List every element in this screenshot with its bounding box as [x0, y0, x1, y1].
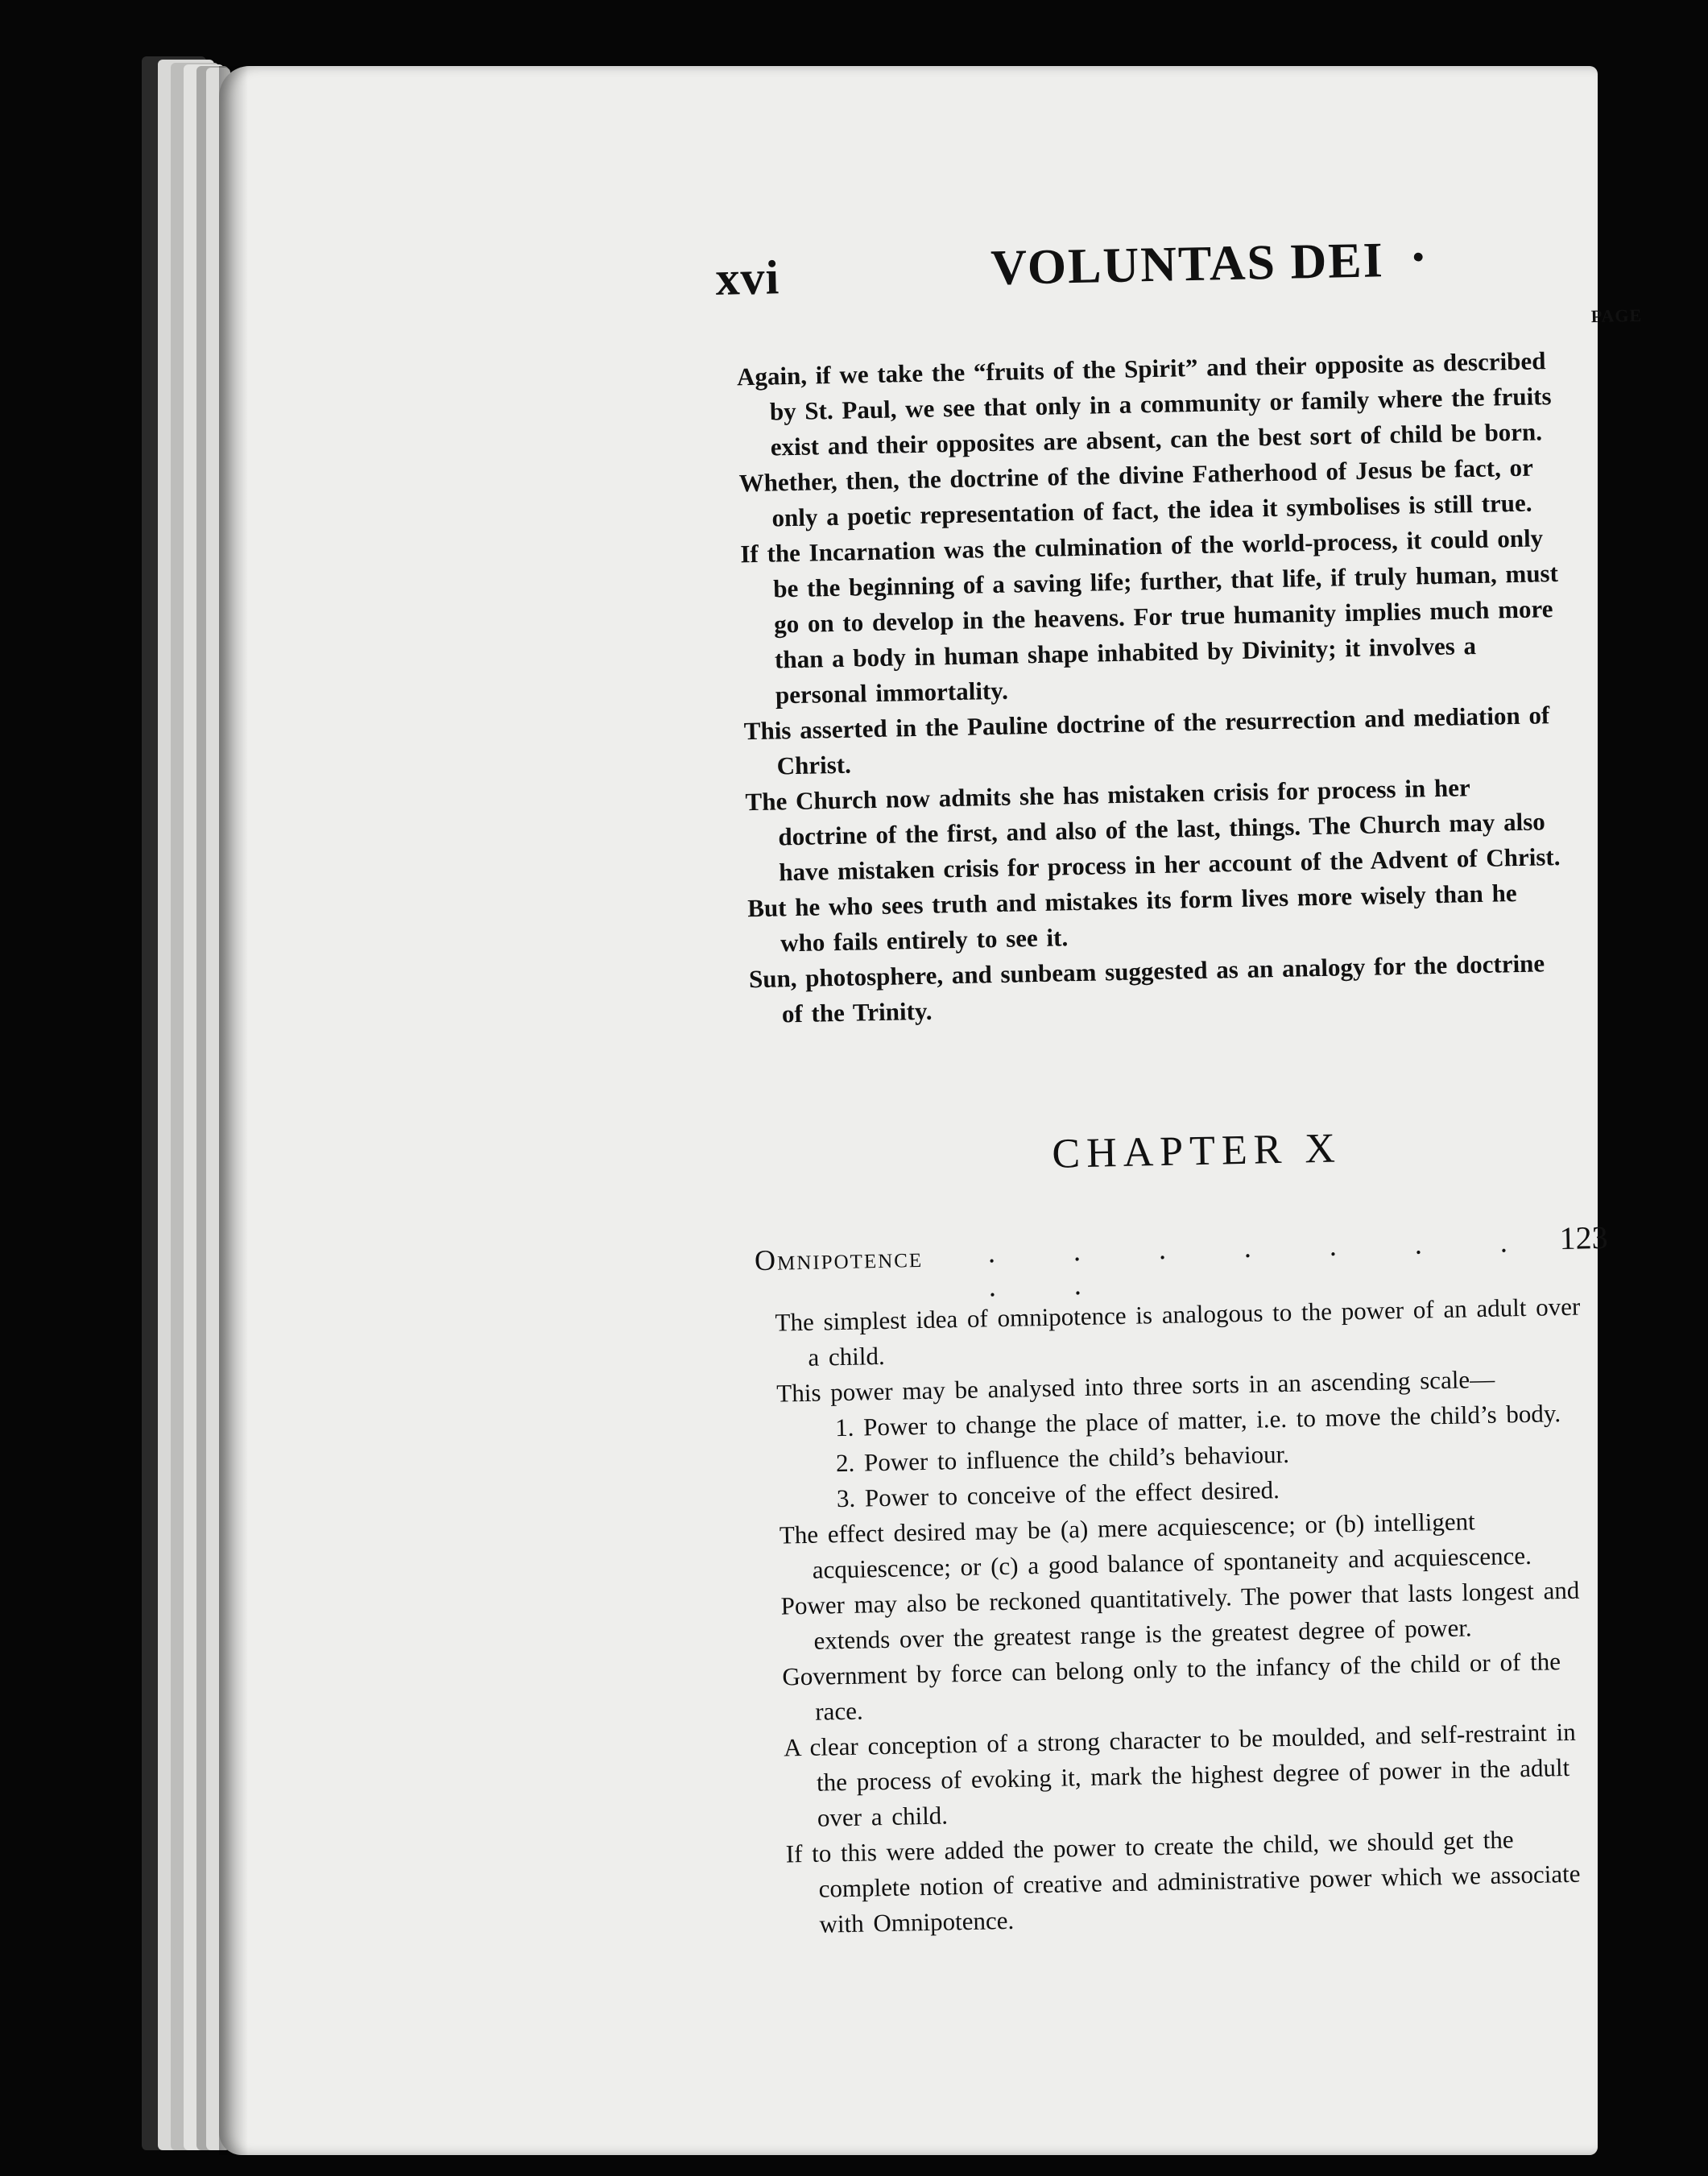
toc-entry-title: Omnipotence [754, 1240, 924, 1277]
summary-paragraph: Power may also be reckoned quantitatively. The power that lasts longest and extends over the greatest range is the greatest degree of power. [780, 1575, 1580, 1655]
toc-page-number: 123 [1559, 1218, 1609, 1257]
page-content [509, 155, 1708, 2175]
summary-paragraph: This asserted in the Pauline doctrine of the resurrection and mediation of Christ. [743, 701, 1550, 780]
summary-list-item: 2. Power to influence the child’s behaviour. [835, 1439, 1290, 1478]
summary-paragraph: Sun, photosphere, and sunbeam suggested as an analogy for the doctrine of the Trinity. [748, 949, 1545, 1028]
page-number: xvi [714, 250, 780, 305]
summary-section-chapter-x [775, 1289, 1601, 1942]
summary-paragraph: Whether, then, the doctrine of the divine Fatherhood of Jesus be fact, or only a poetic representation of fact, the idea it symbolises is still true. [738, 453, 1533, 532]
summary-paragraph: The simplest idea of omnipotence is analogous to the power of an adult over a child. [775, 1292, 1581, 1371]
book-page [219, 66, 1643, 2155]
chapter-heading: CHAPTER X [1051, 1125, 1342, 1177]
summary-paragraph: This power may be analysed into three sorts in an ascending scale— [775, 1364, 1495, 1408]
summary-paragraph: A clear conception of a strong character to be moulded, and self-restraint in the process of evoking it, mark the highest degree of power in the adult over a child. [783, 1717, 1576, 1832]
summary-paragraph: The Church now admits she has mistaken crisis for process in her doctrine of the first, and also of the last, things. The Church may also have mistaken crisis for process in her account of the Advent of Christ. [745, 773, 1561, 887]
summary-list-item: 1. Power to change the place of matter, i.e. to move the child’s body. [834, 1399, 1561, 1442]
summary-paragraph: Government by force can belong only to the infancy of the child or of the race. [782, 1647, 1561, 1726]
summary-paragraph: The effect desired may be (a) mere acquiescence; or (b) intelligent acquiescence; or (c) a good balance of spontaneity and acquiescence. [779, 1507, 1532, 1584]
toc-entry [754, 1218, 1616, 1303]
summary-paragraph: If to this were added the power to create the child, we should get the complete notion of creative and administrative power which we associate with Omnipotence. [785, 1825, 1581, 1938]
toc-leader-dots: . . . . . . . . . [987, 1225, 1544, 1303]
header-mark: • [1412, 238, 1425, 275]
summary-paragraph: If the Incarnation was the culmination of the world-process, it could only be the beginning of a saving life; further, that life, if truly human, must go on to develop in the heavens. For true humanity implies much more than a body in human shape inhabited by Divinity; it involves a personal immortality. [740, 523, 1559, 709]
summary-section-previous [737, 343, 1572, 1032]
page-column-label: PAGE [1590, 304, 1643, 327]
summary-paragraph: Again, if we take the “fruits of the Spirit” and their opposite as described by St. Paul, we see that only in a community or family where the fruits exist and their opposites are absent, can the best sort of child be born. [736, 346, 1552, 461]
summary-list-item: 3. Power to conceive of the effect desired. [836, 1475, 1280, 1513]
running-title: VOLUNTAS DEI [990, 233, 1385, 296]
summary-paragraph: But he who sees truth and mistakes its form lives more wisely than he who fails entirely to see it. [746, 879, 1517, 958]
